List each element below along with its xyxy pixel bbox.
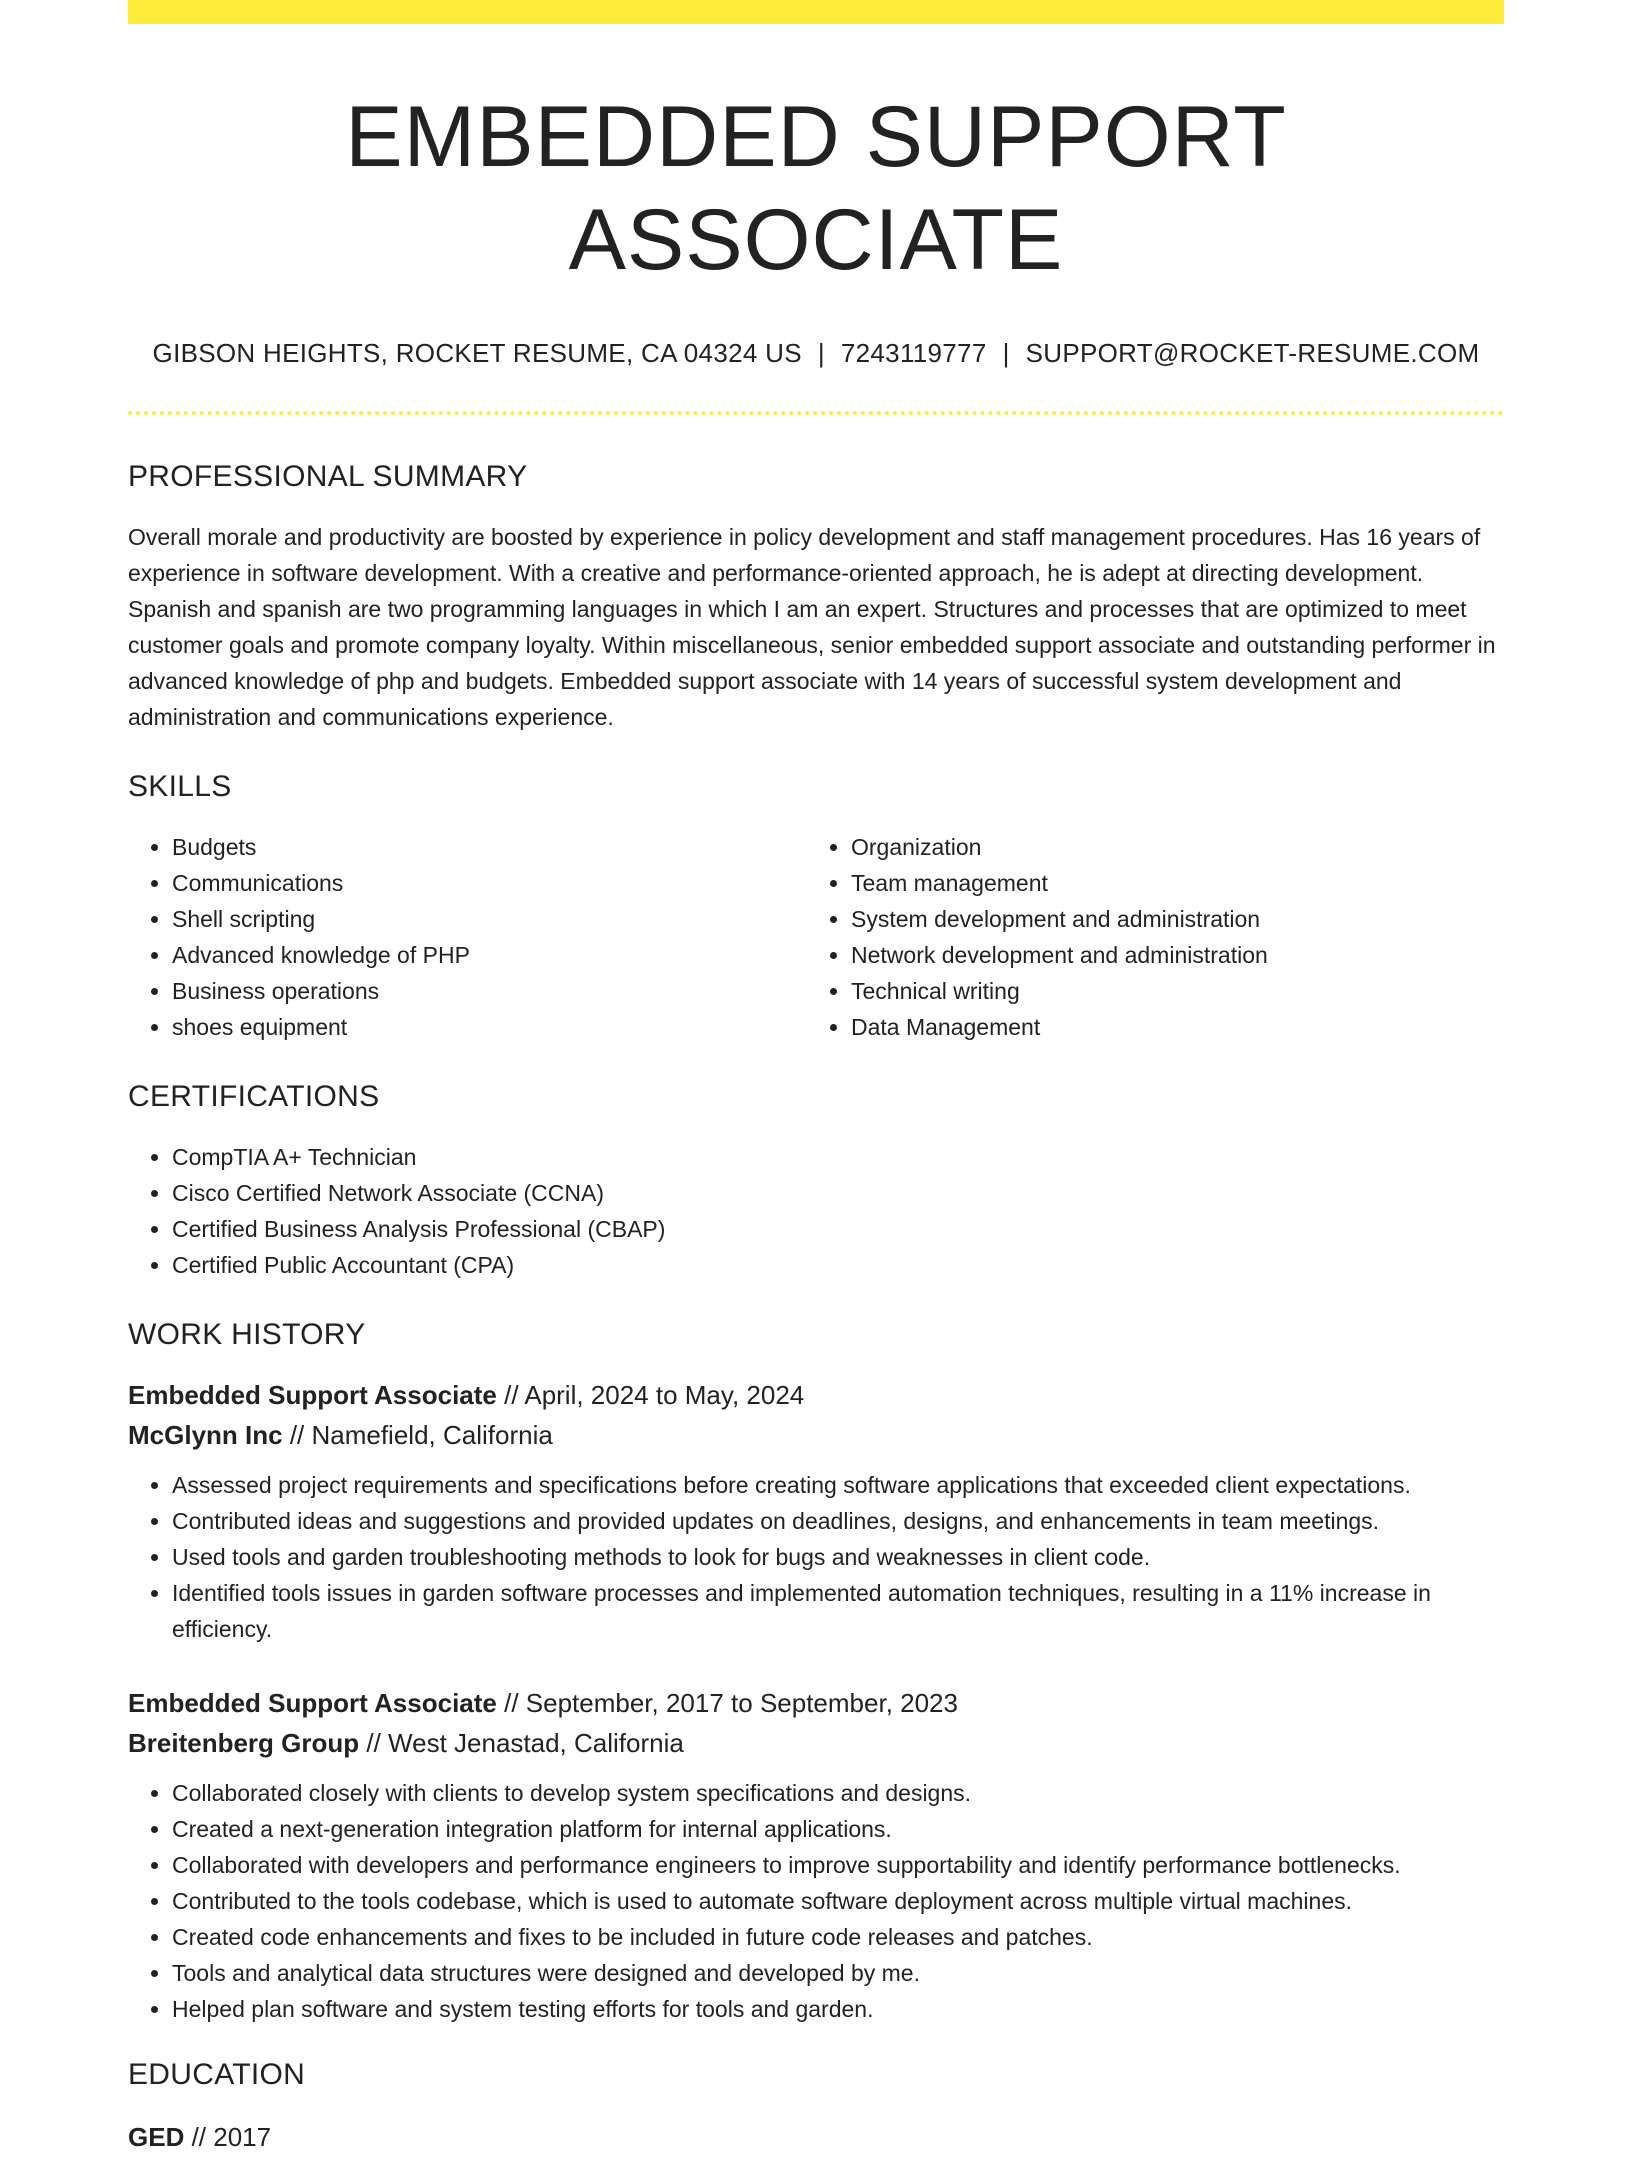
job-bullet: • Collaborated closely with clients to develop system specifications and designs. xyxy=(172,1775,1504,1811)
job-bullet: • Collaborated with developers and performance engineers to improve supportability and identify performance bottlenecks. xyxy=(172,1847,1504,1883)
contact-separator: | xyxy=(1002,338,1010,369)
job-bullet: • Contributed ideas and suggestions and provided updates on deadlines, designs, and enhancements in team meetings. xyxy=(172,1503,1504,1539)
contact-phone: 7243119777 xyxy=(840,338,987,369)
contact-separator: | xyxy=(817,338,825,369)
job-bullet: • Contributed to the tools codebase, which is used to automate software deployment across multiple virtual machines. xyxy=(172,1883,1504,1919)
accent-bar xyxy=(128,0,1504,24)
certifications-list xyxy=(128,1139,1504,1283)
contact-address: GIBSON HEIGHTS, ROCKET RESUME, CA 04324 US xyxy=(152,338,802,369)
job-entry xyxy=(128,1375,1504,1647)
certification-item: • Certified Public Accountant (CPA) xyxy=(172,1247,1504,1283)
job-bullet: • Used tools and garden troubleshooting methods to look for bugs and weaknesses in client code. xyxy=(172,1539,1504,1575)
skill-item: • Technical writing xyxy=(851,973,1485,1009)
skill-item: • Shell scripting xyxy=(172,901,806,937)
job-bullet: • Helped plan software and system testing efforts for tools and garden. xyxy=(172,1991,1504,2027)
certification-item: • Cisco Certified Network Associate (CCNA) xyxy=(172,1175,1504,1211)
job-company-line xyxy=(128,1415,1504,1455)
skill-item: • Team management xyxy=(851,865,1485,901)
skill-item: • shoes equipment xyxy=(172,1009,806,1045)
skill-item: • Communications xyxy=(172,865,806,901)
resume-page xyxy=(128,0,1504,2157)
job-company: McGlynn Inc xyxy=(128,1419,283,1450)
skill-item: • Advanced knowledge of PHP xyxy=(172,937,806,973)
skill-item: • System development and administration xyxy=(851,901,1485,937)
certification-item: • CompTIA A+ Technician xyxy=(172,1139,1504,1175)
job-bullet: • Identified tools issues in garden software processes and implemented automation techniques, resulting in a 11% increase in efficiency. xyxy=(172,1575,1504,1647)
skills-column-left xyxy=(128,829,806,1045)
job-bullet: • Created code enhancements and fixes to be included in future code releases and patches. xyxy=(172,1919,1504,1955)
header-divider xyxy=(128,411,1504,415)
job-title: Embedded Support Associate xyxy=(128,1379,497,1410)
job-title: Embedded Support Associate xyxy=(128,1687,497,1718)
skill-item: • Budgets xyxy=(172,829,806,865)
job-bullet: • Created a next-generation integration platform for internal applications. xyxy=(172,1811,1504,1847)
certification-item: • Certified Business Analysis Professional (CBAP) xyxy=(172,1211,1504,1247)
skills-list xyxy=(128,829,1504,1045)
job-entry xyxy=(128,1683,1504,2027)
job-bullet: • Tools and analytical data structures were designed and developed by me. xyxy=(172,1955,1504,1991)
job-bullet: • Assessed project requirements and specifications before creating software applications that exceeded client expectations. xyxy=(172,1467,1504,1503)
skills-column-right xyxy=(806,829,1485,1045)
certifications-heading: CERTIFICATIONS xyxy=(128,1079,380,1113)
job-bullets xyxy=(128,1467,1504,1647)
education-heading: EDUCATION xyxy=(128,2057,306,2091)
education-degree: GED xyxy=(128,2121,185,2152)
job-dates: // April, 2024 to May, 2024 xyxy=(504,1379,805,1410)
summary-text: Overall morale and productivity are boosted by experience in policy development and staff management procedures. Has 16 years of experience in software development. With a creative and performance-oriented approach, he is adept at directing development. Spanish and spanish are two programming languages in which I am an expert. Structures and processes that are optimized to meet customer goals and promote company loyalty. Within miscellaneous, senior embedded support associate and outstanding performer in advanced knowledge of php and budgets. Embedded support associate with 14 years of successful system development and administration and communications experience. xyxy=(128,523,1496,730)
skills-heading: SKILLS xyxy=(128,769,232,803)
job-dates: // September, 2017 to September, 2023 xyxy=(504,1687,958,1718)
work-history-heading: WORK HISTORY xyxy=(128,1317,366,1351)
resume-title: EMBEDDED SUPPORT ASSOCIATE xyxy=(345,89,1287,289)
job-bullets xyxy=(128,1775,1504,2027)
job-location: // Namefield, California xyxy=(289,1419,553,1450)
education-year: // 2017 xyxy=(191,2121,272,2152)
contact-line xyxy=(128,338,1504,369)
skill-item: • Business operations xyxy=(172,973,806,1009)
job-title-line xyxy=(128,1683,1504,1723)
summary-heading: PROFESSIONAL SUMMARY xyxy=(128,459,528,493)
education-entry xyxy=(128,2117,1504,2157)
skill-item: • Network development and administration xyxy=(851,937,1485,973)
contact-email: SUPPORT@ROCKET-RESUME.COM xyxy=(1025,338,1480,369)
job-company: Breitenberg Group xyxy=(128,1727,360,1758)
job-location: // West Jenastad, California xyxy=(366,1727,684,1758)
job-title-line xyxy=(128,1375,1504,1415)
job-company-line xyxy=(128,1723,1504,1763)
skill-item: • Organization xyxy=(851,829,1485,865)
skill-item: • Data Management xyxy=(851,1009,1485,1045)
